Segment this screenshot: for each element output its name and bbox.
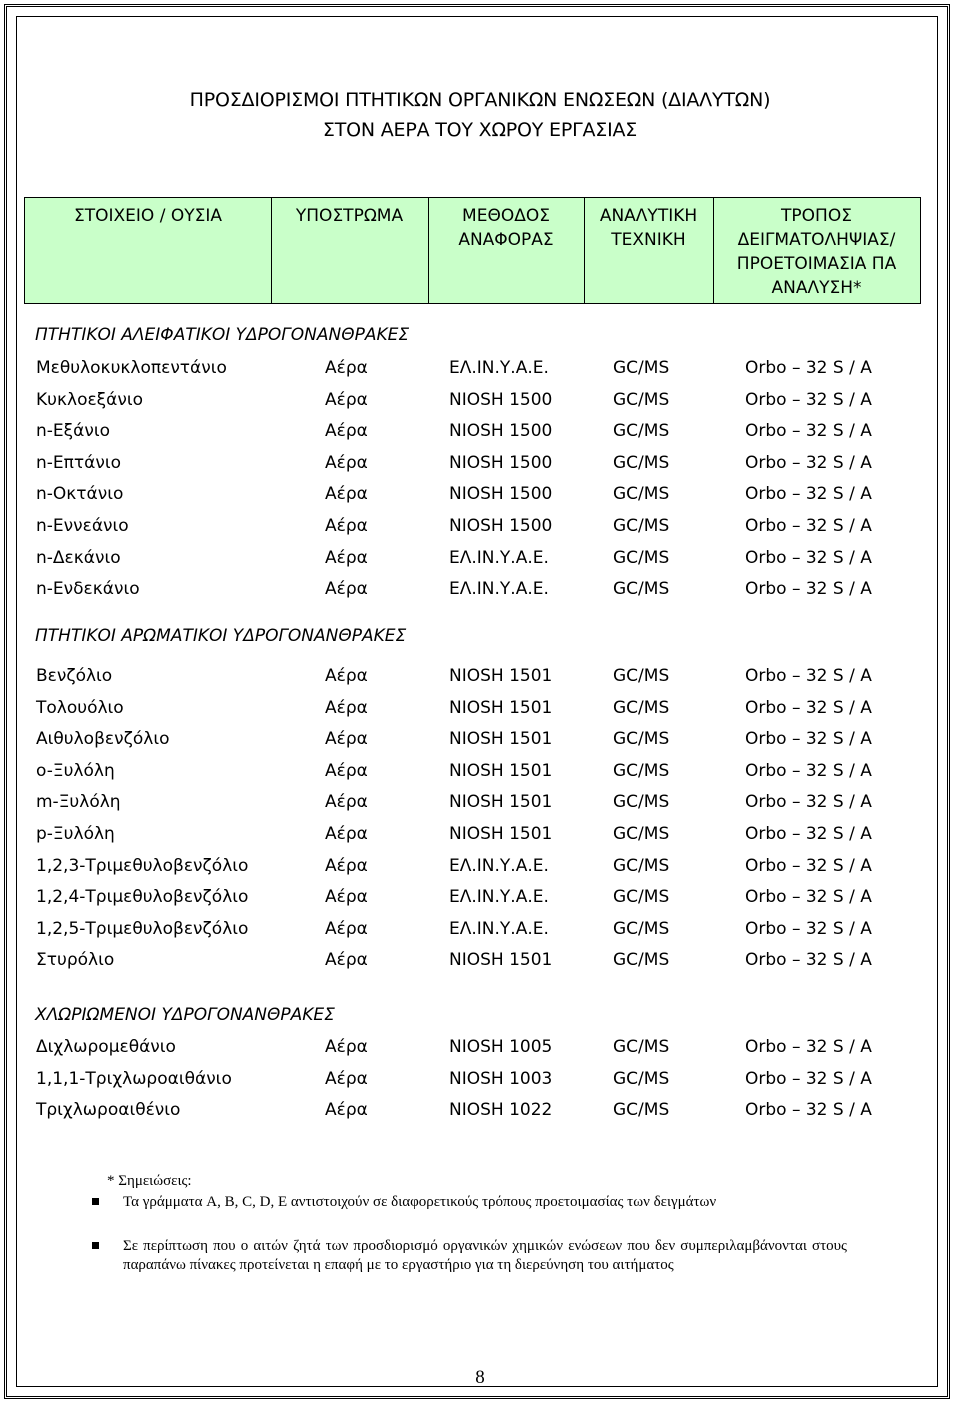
substrate-cell: Αέρα — [325, 389, 368, 410]
substrate-cell: Αέρα — [325, 918, 368, 939]
substrate-cell: Αέρα — [325, 887, 368, 908]
substance-cell: 1,1,1-Τριχλωροαιθάνιο — [36, 1068, 232, 1089]
method-cell: ΕΛ.ΙΝ.Υ.Α.Ε. — [449, 887, 549, 908]
technique-cell: GC/MS — [613, 792, 670, 813]
substance-cell: Στυρόλιο — [36, 950, 115, 971]
method-cell: NIOSH 1501 — [449, 792, 553, 813]
technique-cell: GC/MS — [613, 729, 670, 750]
method-cell: NIOSH 1501 — [449, 729, 553, 750]
substance-cell: 1,2,3-Τριμεθυλοβενζόλιο — [36, 855, 249, 876]
method-cell: ΕΛ.ΙΝ.Υ.Α.Ε. — [449, 547, 549, 568]
sampling-cell: Orbo – 32 S / A — [745, 547, 872, 568]
substance-cell: Βενζόλιο — [36, 666, 113, 686]
method-cell: NIOSH 1022 — [449, 1100, 553, 1121]
substance-cell: 1,2,5-Τριμεθυλοβενζόλιο — [36, 918, 249, 939]
section-title: ΧΛΩΡΙΩΜΕΝΟΙ ΥΔΡΟΓΟΝΑΝΘΡΑΚΕΣ — [35, 1005, 335, 1025]
technique-cell: GC/MS — [613, 452, 670, 473]
method-cell: ΕΛ.ΙΝ.Υ.Α.Ε. — [449, 358, 549, 378]
table-row — [0, 390, 960, 414]
method-cell: NIOSH 1500 — [449, 452, 553, 473]
substance-cell: p-Ξυλόλη — [36, 824, 115, 844]
sampling-cell: Orbo – 32 S / A — [745, 1068, 872, 1089]
table-row — [0, 950, 960, 974]
technique-cell: GC/MS — [613, 1037, 670, 1057]
technique-cell: GC/MS — [613, 516, 670, 536]
note-text: Σε περίπτωση που ο αιτών ζητά των προσδιορισμό οργανικών χημικών ενώσεων που δεν συμπεριλαμβάνονται στους παραπάνω πίνακες προτείνεται η επαφή με το εργαστήριο για τη διερεύνηση του αιτήματος — [123, 1238, 847, 1273]
method-cell: NIOSH 1501 — [449, 666, 553, 686]
substance-cell: n-Οκτάνιο — [36, 484, 124, 505]
technique-cell: GC/MS — [613, 358, 670, 378]
sampling-cell: Orbo – 32 S / A — [745, 729, 872, 750]
substrate-cell: Αέρα — [325, 579, 368, 600]
header-reference-method: ΜΕΘΟΔΟΣ ΑΝΑΦΟΡΑΣ — [458, 206, 554, 250]
substrate-cell: Αέρα — [325, 824, 368, 844]
substance-cell: n-Εννεάνιο — [36, 516, 129, 536]
substrate-cell: Αέρα — [325, 697, 368, 718]
note-item — [107, 1193, 847, 1212]
notes-heading: * Σημειώσεις: — [107, 1173, 192, 1189]
table-row — [0, 1100, 960, 1124]
substance-cell: Τριχλωροαιθένιο — [36, 1100, 181, 1121]
substance-cell: n-Ενδεκάνιο — [36, 579, 140, 600]
method-cell: NIOSH 1501 — [449, 824, 553, 844]
table-row — [0, 729, 960, 753]
substrate-cell: Αέρα — [325, 452, 368, 473]
table-row — [0, 484, 960, 508]
substrate-cell: Αέρα — [325, 547, 368, 568]
substrate-cell: Αέρα — [325, 484, 368, 505]
table-row — [0, 698, 960, 722]
table-row — [0, 548, 960, 572]
method-cell: ΕΛ.ΙΝ.Υ.Α.Ε. — [449, 918, 549, 939]
document-title-line-2: ΣΤΟΝ ΑΕΡΑ ΤΟΥ ΧΩΡΟΥ ΕΡΓΑΣΙΑΣ — [322, 119, 638, 141]
substance-cell: n-Δεκάνιο — [36, 547, 121, 568]
technique-cell: GC/MS — [613, 950, 670, 971]
method-cell: NIOSH 1500 — [449, 516, 553, 536]
method-cell: NIOSH 1501 — [449, 760, 553, 781]
substance-cell: 1,2,4-Τριμεθυλοβενζόλιο — [36, 887, 249, 908]
sampling-cell: Orbo – 32 S / A — [745, 697, 872, 718]
technique-cell: GC/MS — [613, 887, 670, 908]
method-cell: NIOSH 1500 — [449, 421, 553, 442]
method-cell: NIOSH 1501 — [449, 950, 553, 971]
substrate-cell: Αέρα — [325, 729, 368, 750]
technique-cell: GC/MS — [613, 824, 670, 844]
note-item — [107, 1237, 847, 1275]
document-title-line-1: ΠΡΟΣΔΙΟΡΙΣΜΟΙ ΠΤΗΤΙΚΩΝ ΟΡΓΑΝΙΚΩΝ ΕΝΩΣΕΩΝ (ΔΙΑΛΥΤΩΝ) — [189, 89, 771, 111]
sampling-cell: Orbo – 32 S / A — [745, 760, 872, 781]
method-cell: NIOSH 1500 — [449, 484, 553, 505]
technique-cell: GC/MS — [613, 760, 670, 781]
table-row — [0, 453, 960, 477]
sampling-cell: Orbo – 32 S / A — [745, 950, 872, 971]
sampling-cell: Orbo – 32 S / A — [745, 855, 872, 876]
substrate-cell: Αέρα — [325, 421, 368, 442]
section-title: ΠΤΗΤΙΚΟΙ ΑΡΩΜΑΤΙΚΟΙ ΥΔΡΟΓΟΝΑΝΘΡΑΚΕΣ — [35, 626, 407, 646]
sampling-cell: Orbo – 32 S / A — [745, 421, 872, 442]
method-cell: ΕΛ.ΙΝ.Υ.Α.Ε. — [449, 579, 549, 600]
substance-cell: n-Επτάνιο — [36, 452, 121, 473]
table-row — [0, 919, 960, 943]
sampling-cell: Orbo – 32 S / A — [745, 792, 872, 813]
sampling-cell: Orbo – 32 S / A — [745, 579, 872, 600]
technique-cell: GC/MS — [613, 579, 670, 600]
substrate-cell: Αέρα — [325, 760, 368, 781]
table-header — [24, 197, 921, 304]
technique-cell: GC/MS — [613, 484, 670, 505]
table-row — [0, 792, 960, 816]
table-row — [0, 516, 960, 540]
substrate-cell: Αέρα — [325, 516, 368, 536]
sampling-cell: Orbo – 32 S / A — [745, 666, 872, 686]
method-cell: NIOSH 1003 — [449, 1068, 553, 1089]
sampling-cell: Orbo – 32 S / A — [745, 1100, 872, 1121]
bullet-icon — [92, 1198, 99, 1205]
method-cell: NIOSH 1500 — [449, 389, 553, 410]
table-row — [0, 1069, 960, 1093]
substance-cell: o-Ξυλόλη — [36, 760, 115, 781]
header-analytical-technique: ΑΝΑΛΥΤΙΚΗ ΤΕΧΝΙΚΗ — [599, 206, 698, 250]
table-row — [0, 824, 960, 848]
page-number: 8 — [475, 1367, 485, 1388]
technique-cell: GC/MS — [613, 421, 670, 442]
sampling-cell: Orbo – 32 S / A — [745, 1037, 872, 1057]
substrate-cell: Αέρα — [325, 1100, 368, 1121]
table-row — [0, 1037, 960, 1061]
bullet-icon — [92, 1242, 99, 1249]
technique-cell: GC/MS — [613, 697, 670, 718]
header-substance: ΣΤΟΙΧΕΙΟ / ΟΥΣΙΑ — [74, 206, 222, 226]
table-row — [0, 856, 960, 880]
sampling-cell: Orbo – 32 S / A — [745, 918, 872, 939]
technique-cell: GC/MS — [613, 918, 670, 939]
method-cell: NIOSH 1501 — [449, 697, 553, 718]
substrate-cell: Αέρα — [325, 792, 368, 813]
header-sampling-method: ΤΡΟΠΟΣ ΔΕΙΓΜΑΤΟΛΗΨΙΑΣ/ ΠΡΟΕΤΟΙΜΑΣΙΑ ΠΑ ΑΝΑΛΥΣΗ* — [736, 206, 897, 298]
sampling-cell: Orbo – 32 S / A — [745, 358, 872, 378]
technique-cell: GC/MS — [613, 389, 670, 410]
substance-cell: Τολουόλιο — [36, 697, 124, 718]
sampling-cell: Orbo – 32 S / A — [745, 824, 872, 844]
technique-cell: GC/MS — [613, 1100, 670, 1121]
method-cell: NIOSH 1005 — [449, 1037, 553, 1057]
substrate-cell: Αέρα — [325, 358, 368, 378]
technique-cell: GC/MS — [613, 1068, 670, 1089]
table-row — [0, 666, 960, 690]
table-row — [0, 358, 960, 382]
substance-cell: n-Εξάνιο — [36, 421, 110, 442]
technique-cell: GC/MS — [613, 855, 670, 876]
substance-cell: Κυκλοεξάνιο — [36, 389, 143, 410]
substance-cell: Αιθυλοβενζόλιο — [36, 729, 170, 750]
sampling-cell: Orbo – 32 S / A — [745, 452, 872, 473]
sampling-cell: Orbo – 32 S / A — [745, 389, 872, 410]
substrate-cell: Αέρα — [325, 666, 368, 686]
note-text: Τα γράμματα A, B, C, D, E αντιστοιχούν σε διαφορετικούς τρόπους προετοιμασίας των δειγμάτων — [123, 1194, 717, 1210]
sampling-cell: Orbo – 32 S / A — [745, 516, 872, 536]
method-cell: ΕΛ.ΙΝ.Υ.Α.Ε. — [449, 855, 549, 876]
substrate-cell: Αέρα — [325, 855, 368, 876]
table-row — [0, 579, 960, 603]
substance-cell: Μεθυλοκυκλοπεντάνιο — [36, 358, 227, 378]
table-row — [0, 887, 960, 911]
header-substrate: ΥΠΟΣΤΡΩΜΑ — [295, 206, 404, 226]
table-row — [0, 421, 960, 445]
substrate-cell: Αέρα — [325, 950, 368, 971]
substrate-cell: Αέρα — [325, 1068, 368, 1089]
sampling-cell: Orbo – 32 S / A — [745, 887, 872, 908]
sampling-cell: Orbo – 32 S / A — [745, 484, 872, 505]
table-row — [0, 761, 960, 785]
substrate-cell: Αέρα — [325, 1037, 368, 1057]
technique-cell: GC/MS — [613, 547, 670, 568]
section-title: ΠΤΗΤΙΚΟΙ ΑΛΕΙΦΑΤΙΚΟΙ ΥΔΡΟΓΟΝΑΝΘΡΑΚΕΣ — [35, 325, 410, 345]
technique-cell: GC/MS — [613, 666, 670, 686]
substance-cell: m-Ξυλόλη — [36, 792, 121, 813]
substance-cell: Διχλωρομεθάνιο — [36, 1037, 176, 1057]
